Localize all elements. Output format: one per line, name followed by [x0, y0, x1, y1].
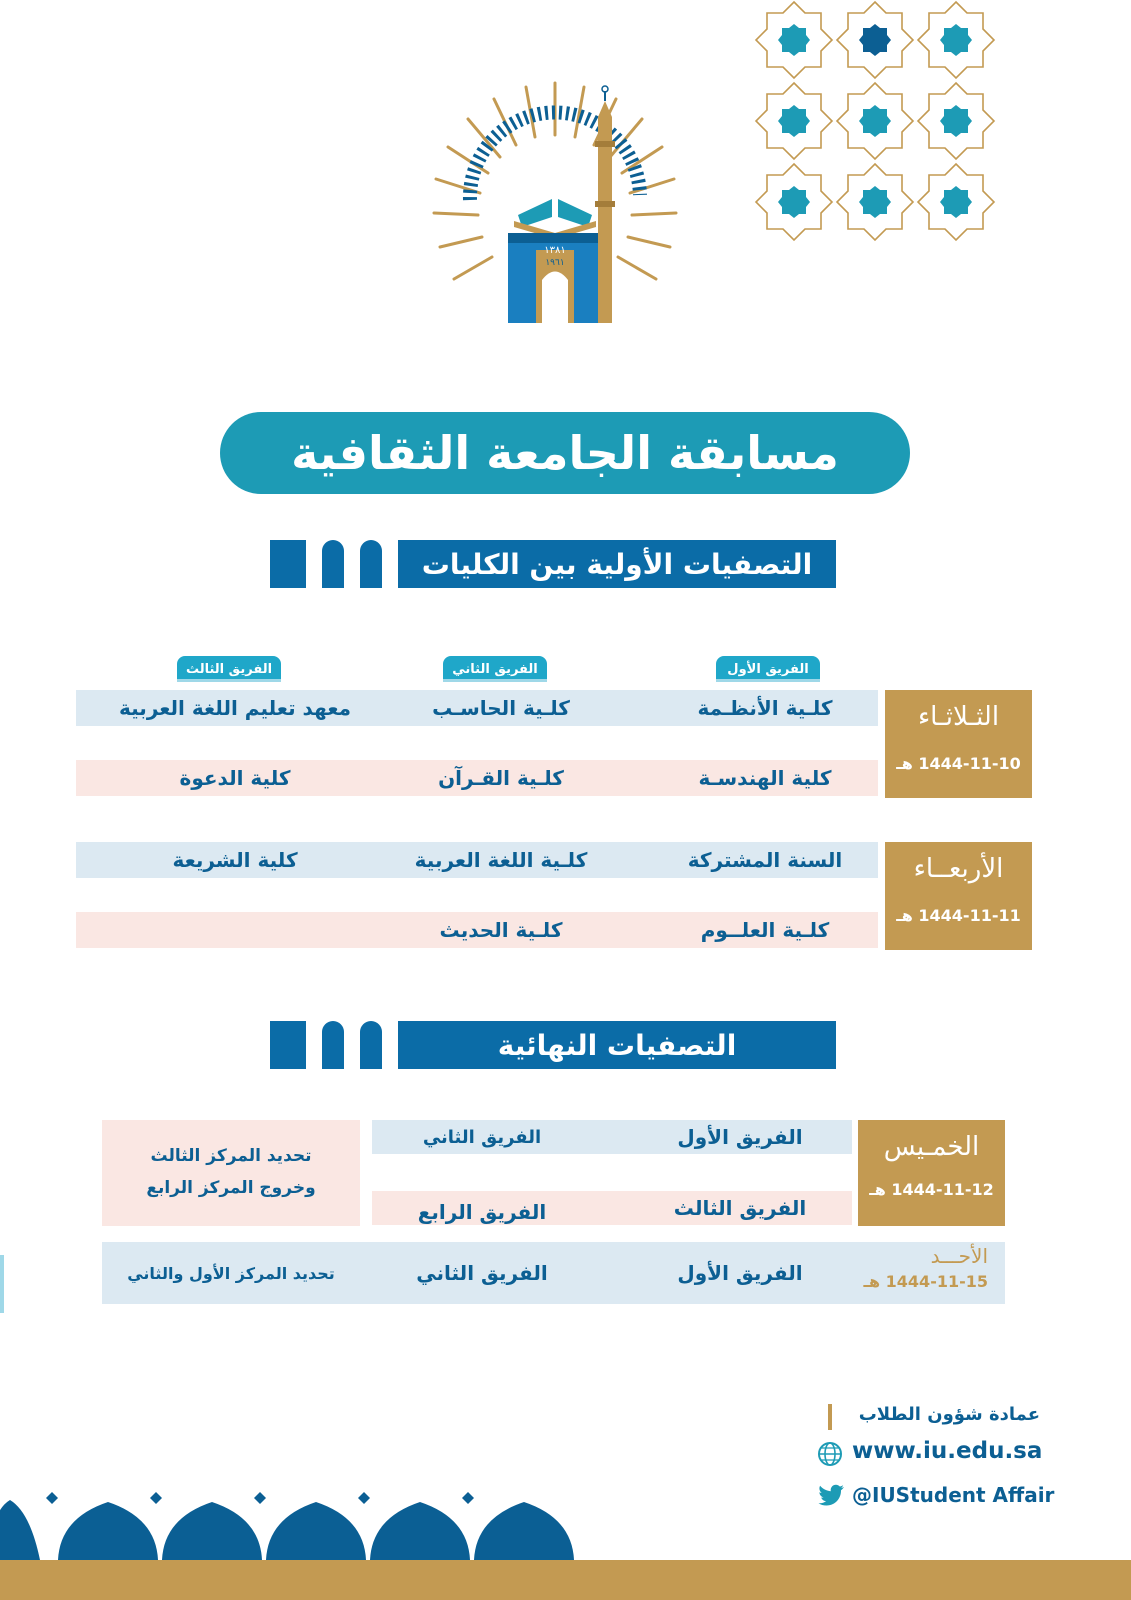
- note-line: تحديد المركز الثالث: [150, 1146, 312, 1166]
- table-cell: كلـية الحديث: [439, 918, 563, 942]
- table-cell: كلـية العلــوم: [700, 918, 830, 942]
- deanship-name: عمادة شؤون الطلاب: [858, 1404, 1040, 1425]
- table-cell: تحديد المركز الأول والثاني: [127, 1263, 335, 1283]
- bottom-band: [0, 1560, 1131, 1600]
- table-cell: كلية الهندسـة: [698, 766, 832, 790]
- table-cell: كلـية اللغة العربية: [414, 848, 588, 872]
- finals-heading: التصفيات النهائية: [398, 1021, 836, 1069]
- footer-divider: [828, 1404, 832, 1430]
- table-cell: كلية الدعوة: [179, 766, 291, 790]
- page-title: مسابقة الجامعة الثقافية: [220, 412, 910, 494]
- table-cell: كلـية القـرآن: [438, 766, 564, 790]
- logo-year-bottom: ١٩٦١: [545, 258, 565, 268]
- day-name: الثـلاثـاء: [917, 702, 1000, 732]
- university-logo: [430, 75, 680, 330]
- table-cell: كلـية الحاسـب: [432, 696, 570, 720]
- table-cell: معهد تعليم اللغة العربية: [119, 696, 351, 720]
- day-date: 1444-11-12 هـ: [869, 1180, 994, 1199]
- table-cell: الفريق الثاني: [422, 1126, 542, 1148]
- day-name: الأربعــاء: [913, 854, 1004, 884]
- heading-decoration: [322, 1021, 344, 1069]
- heading-decoration: [270, 1021, 306, 1069]
- table-cell: الفريق الأول: [677, 1261, 803, 1285]
- day-box-thursday: [858, 1120, 1005, 1226]
- note-line: وخروج المركز الرابع: [146, 1178, 316, 1198]
- heading-decoration: [322, 540, 344, 588]
- day-label-sunday: [860, 1244, 988, 1291]
- table-cell: كلـية الأنظـمة: [697, 696, 833, 720]
- heading-decoration: [270, 540, 306, 588]
- table-cell: الفريق الثالث: [673, 1196, 807, 1220]
- team-tab-first: الفريق الأول: [716, 656, 820, 682]
- website-link[interactable]: www.iu.edu.sa: [852, 1438, 1043, 1464]
- table-cell: كلية الشريعة: [172, 848, 298, 872]
- day-date: 1444-11-11 هـ: [896, 906, 1021, 925]
- day-box-wednesday: [885, 842, 1032, 950]
- day-date: 1444-11-15 هـ: [863, 1272, 988, 1291]
- domes-decoration: [0, 1490, 580, 1560]
- edge-accent: [0, 1255, 4, 1313]
- day-name: الخمـيس: [883, 1132, 980, 1162]
- team-tab-third: الفريق الثالث: [177, 656, 281, 682]
- preliminary-heading: التصفيات الأولية بين الكليات: [398, 540, 836, 588]
- heading-decoration: [360, 540, 382, 588]
- logo-year-top: ١٣٨١: [544, 245, 566, 256]
- team-tab-second: الفريق الثاني: [443, 656, 547, 682]
- table-cell: الفريق الثاني: [416, 1261, 548, 1285]
- twitter-handle[interactable]: @IUStudent Affair: [852, 1483, 1055, 1507]
- day-name: الأحـــد: [930, 1244, 988, 1268]
- day-box-tuesday: [885, 690, 1032, 798]
- globe-icon: [817, 1441, 843, 1467]
- heading-decoration: [360, 1021, 382, 1069]
- table-cell: الفريق الأول: [677, 1125, 803, 1149]
- star-pattern-decoration: [750, 0, 1010, 250]
- twitter-icon: [817, 1484, 845, 1508]
- table-cell: السنة المشتركة: [687, 848, 843, 872]
- day-date: 1444-11-10 هـ: [896, 754, 1021, 773]
- table-cell: الفريق الرابع: [417, 1200, 547, 1224]
